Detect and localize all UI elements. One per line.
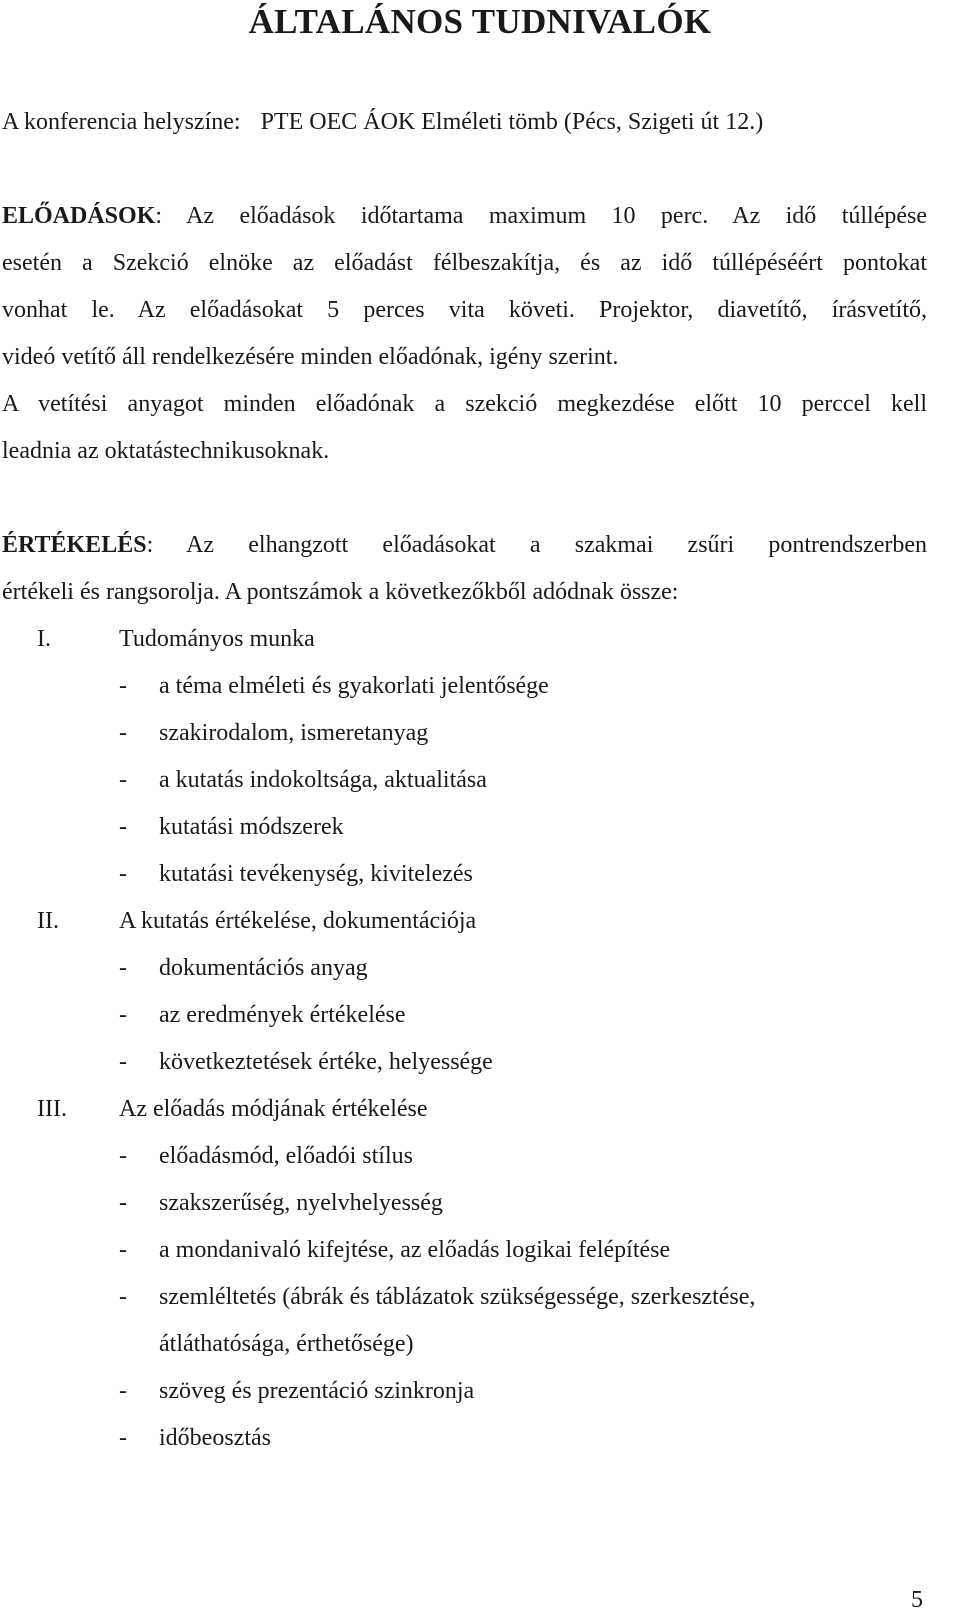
list-item: előadásmód, előadói stílus — [159, 1143, 413, 1169]
list-dash: - — [119, 1284, 127, 1310]
page-title: ÁLTALÁNOS TUDNIVALÓK — [248, 2, 712, 41]
evaluation-text: : Az elhangzott előadásokat a szakmai zsűri pontrendszerben — [146, 532, 927, 558]
list-dash: - — [119, 767, 127, 793]
list-item-continuation: átláthatósága, érthetősége) — [159, 1331, 414, 1357]
list-dash: - — [119, 673, 127, 699]
section-number: III. — [37, 1096, 67, 1122]
list-item: kutatási módszerek — [159, 814, 344, 840]
list-dash: - — [119, 861, 127, 887]
page-number: 5 — [911, 1587, 923, 1613]
section-title: A kutatás értékelése, dokumentációja — [119, 908, 477, 934]
lectures-line: videó vetítő áll rendelkezésére minden előadónak, igény szerint. — [2, 344, 619, 370]
list-item: a mondanivaló kifejtése, az előadás logikai felépítése — [159, 1237, 671, 1263]
lectures-line — [2, 204, 927, 228]
list-item: szemléltetés (ábrák és táblázatok szükségessége, szerkesztése, — [159, 1284, 756, 1310]
list-dash: - — [119, 1378, 127, 1404]
section-number: II. — [37, 908, 59, 934]
list-item: szakszerűség, nyelvhelyesség — [159, 1190, 443, 1216]
list-dash: - — [119, 955, 127, 981]
section-title: Az előadás módjának értékelése — [119, 1096, 428, 1122]
list-item: kutatási tevékenység, kivitelezés — [159, 861, 473, 887]
list-item: a téma elméleti és gyakorlati jelentősége — [159, 673, 549, 699]
evaluation-line — [2, 533, 927, 557]
lectures-line: leadnia az oktatástechnikusoknak. — [2, 438, 330, 464]
list-dash: - — [119, 1002, 127, 1028]
list-item: következtetések értéke, helyessége — [159, 1049, 493, 1075]
venue-label: A konferencia helyszíne: — [2, 109, 241, 135]
list-dash: - — [119, 1143, 127, 1169]
list-item: időbeosztás — [159, 1425, 271, 1451]
list-item: a kutatás indokoltsága, aktualitása — [159, 767, 487, 793]
list-item: az eredmények értékelése — [159, 1002, 406, 1028]
lectures-line: A vetítési anyagot minden előadónak a szekció megkezdése előtt 10 perccel kell — [2, 391, 927, 417]
lectures-line: vonhat le. Az előadásokat 5 perces vita követi. Projektor, diavetítő, írásvetítő, — [2, 297, 927, 323]
section-number: I. — [37, 626, 51, 652]
list-dash: - — [119, 1425, 127, 1451]
list-item: szakirodalom, ismeretanyag — [159, 720, 429, 746]
list-dash: - — [119, 720, 127, 746]
list-item: dokumentációs anyag — [159, 955, 368, 981]
list-dash: - — [119, 1049, 127, 1075]
list-item: szöveg és prezentáció szinkronja — [159, 1378, 475, 1404]
list-dash: - — [119, 1190, 127, 1216]
section-title: Tudományos munka — [119, 626, 315, 652]
venue-line — [2, 110, 763, 134]
venue-value: PTE OEC ÁOK Elméleti tömb (Pécs, Szigeti út 12.) — [260, 109, 764, 135]
evaluation-heading: ÉRTÉKELÉS — [2, 532, 147, 558]
lectures-heading: ELŐADÁSOK — [2, 203, 156, 229]
evaluation-line: értékeli és rangsorolja. A pontszámok a következőkből adódnak össze: — [2, 579, 679, 605]
lectures-text: : Az előadások időtartama maximum 10 perc. Az idő túllépése — [155, 203, 927, 229]
lectures-line: esetén a Szekció elnöke az előadást félbeszakítja, és az idő túllépéséért pontokat — [2, 250, 927, 276]
list-dash: - — [119, 1237, 127, 1263]
list-dash: - — [119, 814, 127, 840]
